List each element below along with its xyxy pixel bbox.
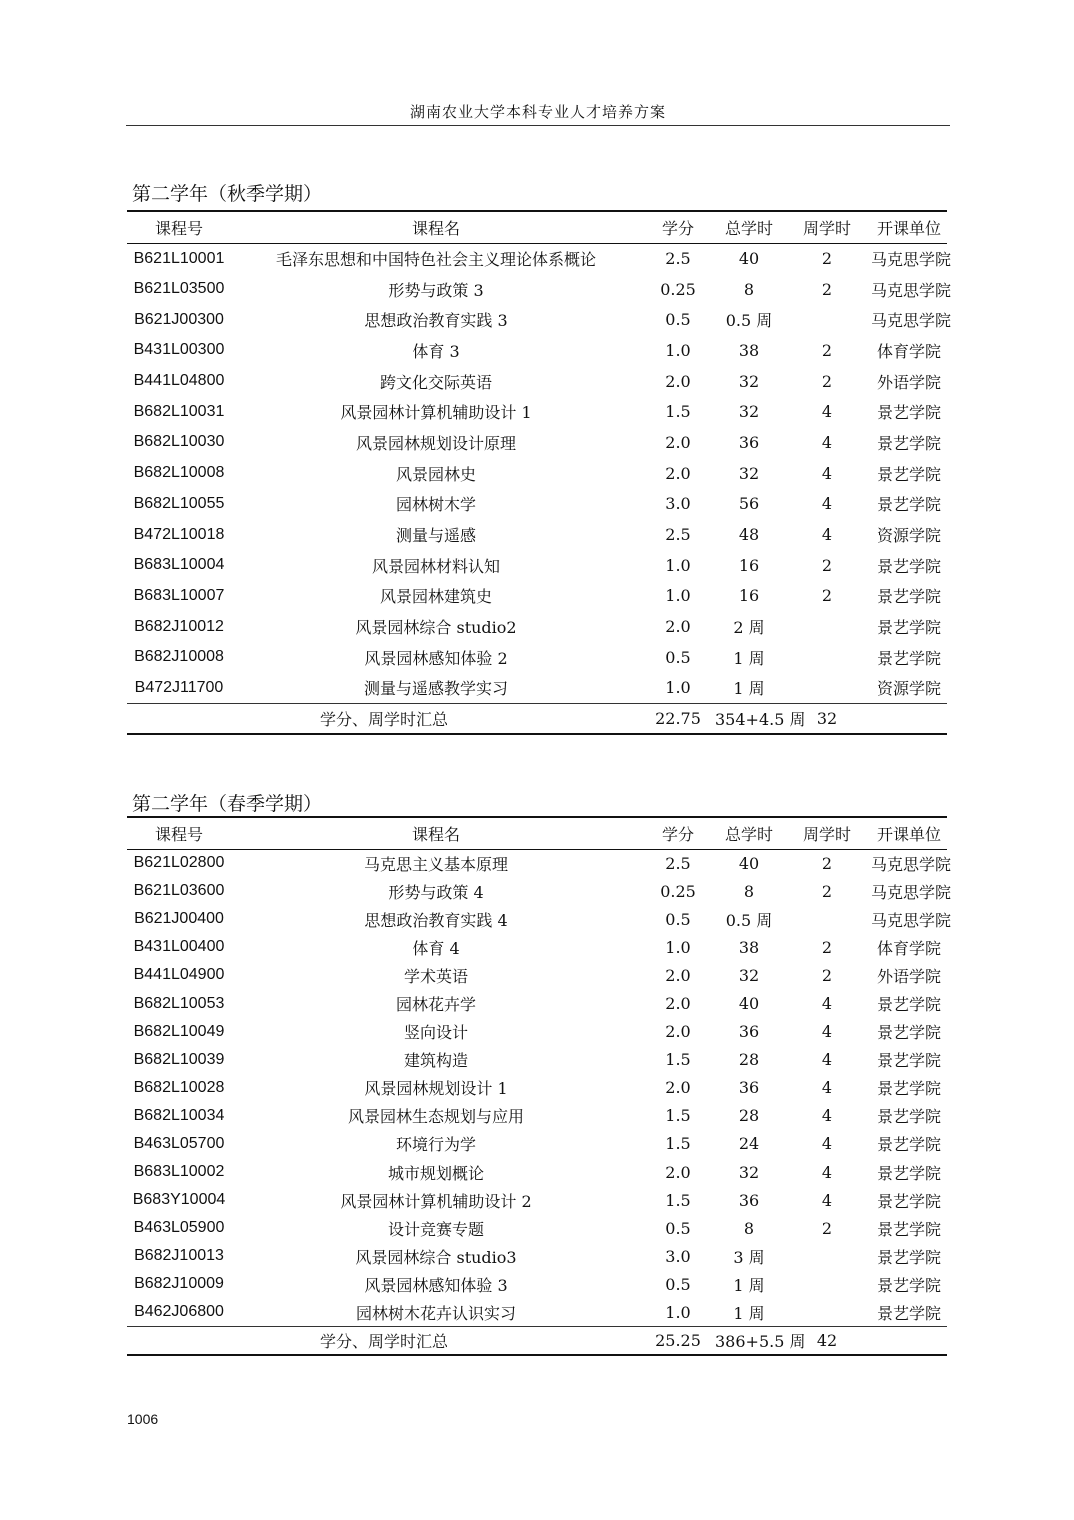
summary-row — [127, 1327, 947, 1355]
department: 景艺学院 — [876, 1051, 941, 1071]
table-row — [127, 1299, 947, 1327]
course-name: 形势与政策 3 — [388, 280, 484, 300]
summary-empty — [871, 1327, 947, 1355]
header-weekly-hours: 周学时 — [783, 817, 871, 849]
credits: 0.25 — [660, 881, 696, 901]
course-code: B682L10034 — [133, 1106, 225, 1124]
department: 景艺学院 — [876, 464, 941, 484]
course-name: 风景园林史 — [395, 464, 476, 484]
header-rule — [126, 125, 950, 126]
department: 资源学院 — [876, 526, 941, 546]
credits: 1.0 — [665, 340, 691, 360]
table-row — [127, 673, 947, 704]
course-name: 园林花卉学 — [395, 995, 476, 1015]
table-row — [127, 1018, 947, 1046]
credits: 1.0 — [665, 586, 691, 606]
department: 景艺学院 — [876, 403, 941, 423]
table-row — [127, 1158, 947, 1186]
header-credits: 学分 — [641, 211, 715, 243]
table-row — [127, 427, 947, 458]
total-hours: 56 — [738, 494, 760, 514]
course-code: B472J11700 — [134, 678, 224, 696]
course-code: B462J06800 — [134, 1303, 224, 1321]
weekly-hours — [783, 1299, 871, 1327]
credits: 1.5 — [665, 402, 691, 422]
department: 景艺学院 — [876, 1079, 941, 1099]
course-code: B431L00400 — [133, 938, 225, 956]
weekly-hours — [783, 1242, 871, 1270]
department: 景艺学院 — [876, 1219, 941, 1239]
total-hours: 2 周 — [733, 618, 765, 638]
weekly-hours: 2 — [821, 965, 833, 985]
total-hours: 1 周 — [733, 648, 765, 668]
weekly-hours — [783, 673, 871, 704]
summary-label: 学分、周学时汇总 — [127, 1327, 641, 1355]
course-name: 风景园林感知体验 2 — [364, 648, 508, 668]
course-name: 竖向设计 — [403, 1023, 468, 1043]
department: 景艺学院 — [876, 1107, 941, 1127]
department: 外语学院 — [876, 966, 941, 986]
total-hours: 32 — [738, 463, 760, 483]
credits: 2.5 — [665, 249, 691, 269]
table-row — [127, 1102, 947, 1130]
summary-row — [127, 703, 947, 734]
weekly-hours — [783, 611, 871, 642]
credits: 2.0 — [665, 965, 691, 985]
course-code: B683Y10004 — [132, 1191, 226, 1209]
department: 景艺学院 — [876, 433, 941, 453]
course-name: 环境行为学 — [395, 1135, 476, 1155]
total-hours: 32 — [738, 402, 760, 422]
course-code: B472L10018 — [133, 525, 225, 543]
total-hours: 36 — [738, 1190, 760, 1210]
summary-hours: 386+5.5 周 — [715, 1327, 783, 1355]
course-name: 马克思主义基本原理 — [363, 854, 508, 874]
table-row — [127, 642, 947, 673]
department: 景艺学院 — [876, 556, 941, 576]
total-hours: 32 — [738, 1162, 760, 1182]
summary-empty — [871, 703, 947, 734]
header-course-code: 课程号 — [127, 211, 231, 243]
table-row — [127, 1130, 947, 1158]
total-hours: 36 — [738, 1022, 760, 1042]
course-code: B441L04800 — [133, 372, 225, 390]
weekly-hours: 2 — [821, 1218, 833, 1238]
weekly-hours: 4 — [821, 1162, 833, 1182]
course-name: 风景园林材料认知 — [371, 556, 500, 576]
course-code: B683L10007 — [133, 586, 225, 604]
course-code: B682L10008 — [133, 464, 225, 482]
total-hours: 24 — [738, 1134, 760, 1154]
course-code: B682L10053 — [133, 994, 225, 1012]
credits: 1.5 — [665, 1190, 691, 1210]
total-hours: 8 — [743, 881, 755, 901]
credits: 2.0 — [665, 617, 691, 637]
course-name: 毛泽东思想和中国特色社会主义理论体系概论 — [275, 250, 596, 270]
course-name: 风景园林综合 studio2 — [355, 618, 517, 638]
course-code: B682L10031 — [133, 402, 225, 420]
table-row — [127, 396, 947, 427]
course-name: 思想政治教育实践 3 — [364, 311, 508, 331]
table-row — [127, 1214, 947, 1242]
total-hours: 32 — [738, 965, 760, 985]
weekly-hours: 2 — [821, 937, 833, 957]
table-row — [127, 905, 947, 933]
course-name: 测量与遥感 — [395, 526, 476, 546]
table-header-row — [127, 211, 947, 243]
header-weekly-hours: 周学时 — [783, 211, 871, 243]
department: 景艺学院 — [876, 495, 941, 515]
total-hours: 8 — [743, 1218, 755, 1238]
table-row — [127, 550, 947, 581]
course-name: 测量与遥感教学实习 — [363, 679, 508, 699]
department: 资源学院 — [876, 679, 941, 699]
table-row — [127, 1186, 947, 1214]
summary-credits: 25.25 — [641, 1327, 715, 1355]
department: 景艺学院 — [876, 648, 941, 668]
department: 景艺学院 — [876, 1275, 941, 1295]
credits: 2.5 — [665, 525, 691, 545]
table-row — [127, 243, 947, 274]
header-total-hours: 总学时 — [715, 211, 783, 243]
weekly-hours: 4 — [821, 494, 833, 514]
course-code: B683L10004 — [133, 556, 225, 574]
header-course-name: 课程名 — [231, 817, 641, 849]
header-course-code: 课程号 — [127, 817, 231, 849]
credits: 0.5 — [665, 647, 691, 667]
course-code: B682J10013 — [134, 1247, 224, 1265]
course-name: 风景园林计算机辅助设计 2 — [340, 1191, 532, 1211]
weekly-hours — [783, 642, 871, 673]
table-row — [127, 335, 947, 366]
total-hours: 38 — [738, 937, 760, 957]
summary-weekly: 32 — [783, 703, 871, 734]
table-row — [127, 933, 947, 961]
weekly-hours: 2 — [821, 881, 833, 901]
table-row — [127, 611, 947, 642]
credits: 2.0 — [665, 432, 691, 452]
weekly-hours: 4 — [821, 1022, 833, 1042]
credits: 2.0 — [665, 1022, 691, 1042]
summary-weekly: 42 — [783, 1327, 871, 1355]
course-code: B682J10008 — [134, 648, 224, 666]
credits: 2.0 — [665, 1162, 691, 1182]
course-table-autumn — [127, 210, 952, 735]
course-name: 形势与政策 4 — [388, 882, 484, 902]
course-table-spring — [127, 816, 952, 1356]
total-hours: 1 周 — [733, 679, 765, 699]
credits: 2.5 — [665, 853, 691, 873]
credits: 2.0 — [665, 463, 691, 483]
course-code: B463L05900 — [133, 1219, 225, 1237]
course-name: 体育 3 — [412, 341, 460, 361]
total-hours: 0.5 周 — [725, 311, 773, 331]
total-hours: 48 — [738, 525, 760, 545]
weekly-hours — [783, 1270, 871, 1298]
department: 景艺学院 — [876, 1247, 941, 1267]
table-row — [127, 849, 947, 877]
credits: 3.0 — [665, 1246, 691, 1266]
table-row — [127, 489, 947, 520]
total-hours: 40 — [738, 994, 760, 1014]
summary-label: 学分、周学时汇总 — [127, 703, 641, 734]
department: 景艺学院 — [876, 1023, 941, 1043]
table-row — [127, 989, 947, 1017]
credits: 0.25 — [660, 279, 696, 299]
total-hours: 40 — [738, 853, 760, 873]
course-code: B621J00300 — [134, 310, 224, 328]
course-name: 体育 4 — [412, 938, 460, 958]
header-total-hours: 总学时 — [715, 817, 783, 849]
weekly-hours: 4 — [821, 432, 833, 452]
summary-hours: 354+4.5 周 — [715, 703, 783, 734]
department: 体育学院 — [876, 938, 941, 958]
weekly-hours: 2 — [821, 340, 833, 360]
credits: 0.5 — [665, 909, 691, 929]
total-hours: 28 — [738, 1106, 760, 1126]
weekly-hours: 2 — [821, 586, 833, 606]
course-code: B682L10055 — [133, 494, 225, 512]
table-row — [127, 961, 947, 989]
credits: 1.5 — [665, 1134, 691, 1154]
section-title-autumn: 第二学年（秋季学期） — [132, 183, 323, 205]
table-row — [127, 1074, 947, 1102]
course-code: B431L00300 — [133, 341, 225, 359]
header-course-name: 课程名 — [231, 211, 641, 243]
total-hours: 1 周 — [733, 1275, 765, 1295]
weekly-hours: 4 — [821, 994, 833, 1014]
department: 景艺学院 — [876, 587, 941, 607]
credits: 0.5 — [665, 1218, 691, 1238]
course-code: B682L10049 — [133, 1022, 225, 1040]
credits: 0.5 — [665, 310, 691, 330]
department: 体育学院 — [876, 341, 941, 361]
course-name: 设计竞赛专题 — [387, 1219, 484, 1239]
credits: 1.5 — [665, 1106, 691, 1126]
course-name: 风景园林感知体验 3 — [364, 1275, 508, 1295]
table-row — [127, 274, 947, 305]
total-hours: 3 周 — [733, 1247, 765, 1267]
running-header: 湖南农业大学本科专业人才培养方案 — [409, 103, 666, 121]
course-code: B682J10009 — [134, 1275, 224, 1293]
table-row — [127, 304, 947, 335]
page-number: 1006 — [127, 1411, 159, 1427]
credits: 2.0 — [665, 994, 691, 1014]
header-department: 开课单位 — [871, 211, 947, 243]
weekly-hours — [783, 905, 871, 933]
course-code: B682J10012 — [134, 617, 224, 635]
table-row — [127, 1242, 947, 1270]
course-code: B621L10001 — [133, 249, 225, 267]
credits: 1.0 — [665, 1302, 691, 1322]
table-header-row — [127, 817, 947, 849]
weekly-hours: 2 — [821, 371, 833, 391]
total-hours: 16 — [738, 586, 760, 606]
credits: 0.5 — [665, 1274, 691, 1294]
weekly-hours: 4 — [821, 1106, 833, 1126]
credits: 3.0 — [665, 494, 691, 514]
weekly-hours: 4 — [821, 1078, 833, 1098]
weekly-hours: 4 — [821, 1190, 833, 1210]
course-name: 建筑构造 — [403, 1051, 468, 1071]
total-hours: 1 周 — [733, 1303, 765, 1323]
table-row — [127, 877, 947, 905]
weekly-hours: 2 — [821, 853, 833, 873]
department: 马克思学院 — [871, 311, 952, 331]
total-hours: 28 — [738, 1050, 760, 1070]
department: 景艺学院 — [876, 1191, 941, 1211]
course-name: 风景园林综合 studio3 — [355, 1247, 517, 1267]
course-code: B621L03600 — [133, 882, 225, 900]
summary-credits: 22.75 — [641, 703, 715, 734]
department: 外语学院 — [876, 372, 941, 392]
course-name: 风景园林计算机辅助设计 1 — [340, 403, 532, 423]
table-row — [127, 519, 947, 550]
course-name: 城市规划概论 — [387, 1163, 484, 1183]
table-row — [127, 366, 947, 397]
department: 马克思学院 — [871, 910, 952, 930]
total-hours: 38 — [738, 340, 760, 360]
credits: 1.0 — [665, 937, 691, 957]
credits: 1.0 — [665, 555, 691, 575]
weekly-hours: 4 — [821, 1050, 833, 1070]
total-hours: 0.5 周 — [725, 910, 773, 930]
course-code: B682L10030 — [133, 433, 225, 451]
course-name: 思想政治教育实践 4 — [364, 910, 508, 930]
weekly-hours: 4 — [821, 525, 833, 545]
course-code: B463L05700 — [133, 1134, 225, 1152]
table-row — [127, 581, 947, 612]
total-hours: 8 — [743, 279, 755, 299]
total-hours: 16 — [738, 555, 760, 575]
department: 马克思学院 — [871, 280, 952, 300]
course-name: 风景园林规划设计 1 — [364, 1079, 508, 1099]
course-name: 风景园林建筑史 — [379, 587, 492, 607]
header-credits: 学分 — [641, 817, 715, 849]
weekly-hours: 2 — [821, 249, 833, 269]
table-row — [127, 1046, 947, 1074]
department: 景艺学院 — [876, 1163, 941, 1183]
weekly-hours: 2 — [821, 555, 833, 575]
course-code: B621L02800 — [133, 854, 225, 872]
total-hours: 36 — [738, 432, 760, 452]
table-row — [127, 1270, 947, 1298]
weekly-hours: 4 — [821, 402, 833, 422]
course-name: 学术英语 — [403, 966, 468, 986]
course-code: B441L04900 — [133, 966, 225, 984]
weekly-hours: 4 — [821, 1134, 833, 1154]
course-name: 风景园林规划设计原理 — [355, 433, 516, 453]
weekly-hours: 4 — [821, 463, 833, 483]
department: 马克思学院 — [871, 250, 952, 270]
total-hours: 32 — [738, 371, 760, 391]
department: 景艺学院 — [876, 1135, 941, 1155]
department: 马克思学院 — [871, 854, 952, 874]
credits: 2.0 — [665, 1078, 691, 1098]
course-code: B621J00400 — [134, 910, 224, 928]
total-hours: 40 — [738, 249, 760, 269]
weekly-hours — [783, 304, 871, 335]
department: 景艺学院 — [876, 618, 941, 638]
credits: 1.0 — [665, 678, 691, 698]
course-code: B683L10002 — [133, 1163, 225, 1181]
course-code: B682L10039 — [133, 1050, 225, 1068]
course-name: 园林树木花卉认识实习 — [355, 1303, 516, 1323]
course-name: 风景园林生态规划与应用 — [347, 1107, 524, 1127]
department: 景艺学院 — [876, 1303, 941, 1323]
credits: 2.0 — [665, 371, 691, 391]
course-name: 跨文化交际英语 — [379, 372, 492, 392]
credits: 1.5 — [665, 1050, 691, 1070]
header-department: 开课单位 — [871, 817, 947, 849]
department: 马克思学院 — [871, 882, 952, 902]
course-code: B682L10028 — [133, 1078, 225, 1096]
weekly-hours: 2 — [821, 279, 833, 299]
course-name: 园林树木学 — [395, 495, 476, 515]
section-title-spring: 第二学年（春季学期） — [132, 793, 323, 815]
table-row — [127, 458, 947, 489]
total-hours: 36 — [738, 1078, 760, 1098]
department: 景艺学院 — [876, 995, 941, 1015]
course-code: B621L03500 — [133, 280, 225, 298]
